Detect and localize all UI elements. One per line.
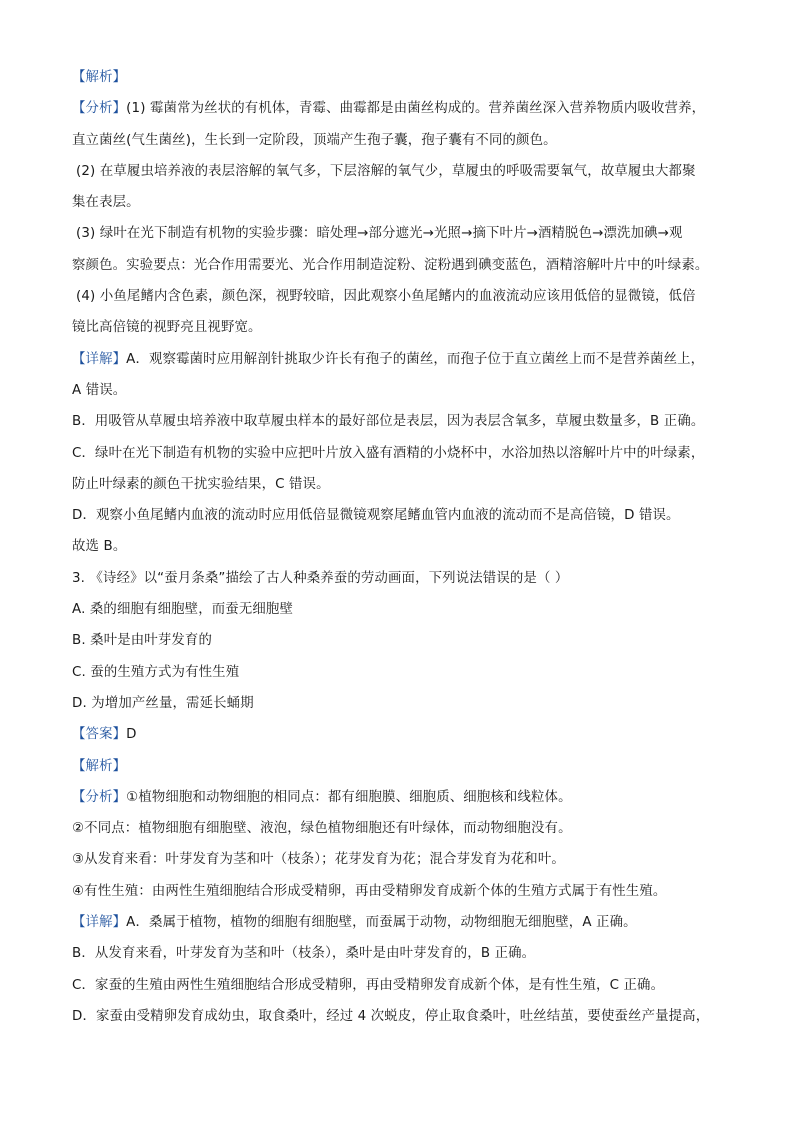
line-text: 防止叶绿素的颜色干扰实验结果，C 错误。 (72, 476, 330, 492)
document-page (72, 62, 724, 1032)
option-b (72, 625, 724, 656)
line-text: A. 桑的细胞有细胞壁，而蚕无细胞壁 (72, 602, 293, 618)
line-text: ③从发育来看：叶芽发育为茎和叶（枝条）；花芽发育为花；混合芽发育为花和叶。 (72, 852, 565, 868)
section-label: 【详解】 (72, 351, 127, 367)
line-text: D．家蚕由受精卵发育成幼虫，取食桑叶，经过 4 次蜕皮，停止取食桑叶，吐丝结茧，要使蚕丝产量提高， (72, 1008, 710, 1024)
line-text: A．观察霉菌时应用解剖针挑取少许长有孢子的菌丝，而孢子位于直立菌丝上而不是营养菌丝上， (126, 351, 705, 367)
text-line (72, 876, 724, 907)
line-text: B．从发育来看，叶芽发育为茎和叶（枝条），桑叶是由叶芽发育的，B 正确。 (72, 946, 536, 962)
text-line (72, 156, 724, 187)
line-text: 故选 B。 (72, 539, 127, 555)
line-text: A 错误。 (72, 382, 127, 398)
section-label: 【解析】 (72, 758, 127, 774)
text-line (72, 218, 724, 249)
text-line (72, 813, 724, 844)
text-line (72, 406, 724, 437)
answer-line (72, 719, 724, 750)
line-text: ④有性生殖：由两性生殖细胞结合形成受精卵，再由受精卵发育成新个体的生殖方式属于有性生殖。 (72, 883, 667, 899)
line-text: 3. 《诗经》以“蚕月条桑”描绘了古人种桑养蚕的劳动画面，下列说法错误的是（ ） (72, 570, 569, 586)
option-d (72, 688, 724, 719)
line-text: 直立菌丝(气生菌丝)，生长到一定阶段，顶端产生孢子囊，孢子囊有不同的颜色。 (72, 132, 557, 148)
text-line (72, 250, 724, 281)
section-label-line (72, 62, 724, 93)
line-text: B. 桑叶是由叶芽发育的 (72, 633, 213, 649)
text-line (72, 375, 724, 406)
line-text: C．家蚕的生殖由两性生殖细胞结合形成受精卵，再由受精卵发育成新个体，是有性生殖，C 正确。 (72, 977, 665, 993)
detail-line (72, 344, 724, 375)
option-a (72, 594, 724, 625)
line-text: B．用吸管从草履虫培养液中取草履虫样本的最好部位是表层，因为表层含氧多，草履虫数量多，B 正确。 (72, 414, 705, 430)
line-text: 镜比高倍镜的视野亮且视野宽。 (72, 320, 262, 336)
text-line (72, 500, 724, 531)
text-line (72, 844, 724, 875)
line-text: C. 蚕的生殖方式为有性生殖 (72, 664, 240, 680)
line-text: (3) 绿叶在光下制造有机物的实验步骤：暗处理→部分遮光→光照→摘下叶片→酒精脱色→漂洗加碘→观 (76, 226, 683, 242)
text-line (72, 1001, 724, 1032)
line-text: D．观察小鱼尾鳍内血液的流动时应用低倍显微镜观察尾鳍血管内血液的流动而不是高倍镜，D 错误。 (72, 508, 680, 524)
analysis-line (72, 93, 724, 124)
line-text: 察颜色。实验要点：光合作用需要光、光合作用制造淀粉、淀粉遇到碘变蓝色，酒精溶解叶片中的叶绿素。 (72, 257, 709, 273)
text-line (72, 125, 724, 156)
text-line (72, 469, 724, 500)
line-text: (4) 小鱼尾鳍内含色素，颜色深，视野较暗，因此观察小鱼尾鳍内的血液流动应该用低倍的显微镜，低倍 (76, 289, 696, 305)
text-line (72, 312, 724, 343)
question-stem (72, 563, 724, 594)
section-label-line (72, 751, 724, 782)
detail-line (72, 907, 724, 938)
analysis-line (72, 782, 724, 813)
line-text: ①植物细胞和动物细胞的相同点：都有细胞膜、细胞质、细胞核和线粒体。 (126, 789, 572, 805)
line-text: D (126, 727, 137, 743)
line-text: C．绿叶在光下制造有机物的实验中应把叶片放入盛有酒精的小烧杯中，水浴加热以溶解叶片中的叶绿素， (72, 445, 705, 461)
line-text: (2) 在草履虫培养液的表层溶解的氧气多，下层溶解的氧气少，草履虫的呼吸需要氧气，故草履虫大都聚 (76, 163, 696, 179)
text-line (72, 187, 724, 218)
text-line (72, 438, 724, 469)
text-line (72, 281, 724, 312)
line-text: D. 为增加产丝量，需延长蛹期 (72, 695, 254, 711)
line-text: ②不同点：植物细胞有细胞壁、液泡，绿色植物细胞还有叶绿体，而动物细胞没有。 (72, 821, 572, 837)
section-label: 【分析】 (72, 101, 127, 117)
section-label: 【解析】 (72, 70, 127, 85)
section-label: 【答案】 (72, 727, 127, 743)
option-c (72, 657, 724, 688)
conclusion-line (72, 531, 724, 562)
line-text: A．桑属于植物，植物的细胞有细胞壁，而蚕属于动物，动物细胞无细胞壁，A 正确。 (126, 915, 637, 931)
section-label: 【分析】 (72, 789, 127, 805)
line-text: (1) 霉菌常为丝状的有机体，青霉、曲霉都是由菌丝构成的。营养菌丝深入营养物质内吸收营养， (126, 101, 706, 117)
text-line (72, 938, 724, 969)
line-text: 集在表层。 (72, 195, 140, 211)
text-line (72, 970, 724, 1001)
section-label: 【详解】 (72, 915, 127, 931)
